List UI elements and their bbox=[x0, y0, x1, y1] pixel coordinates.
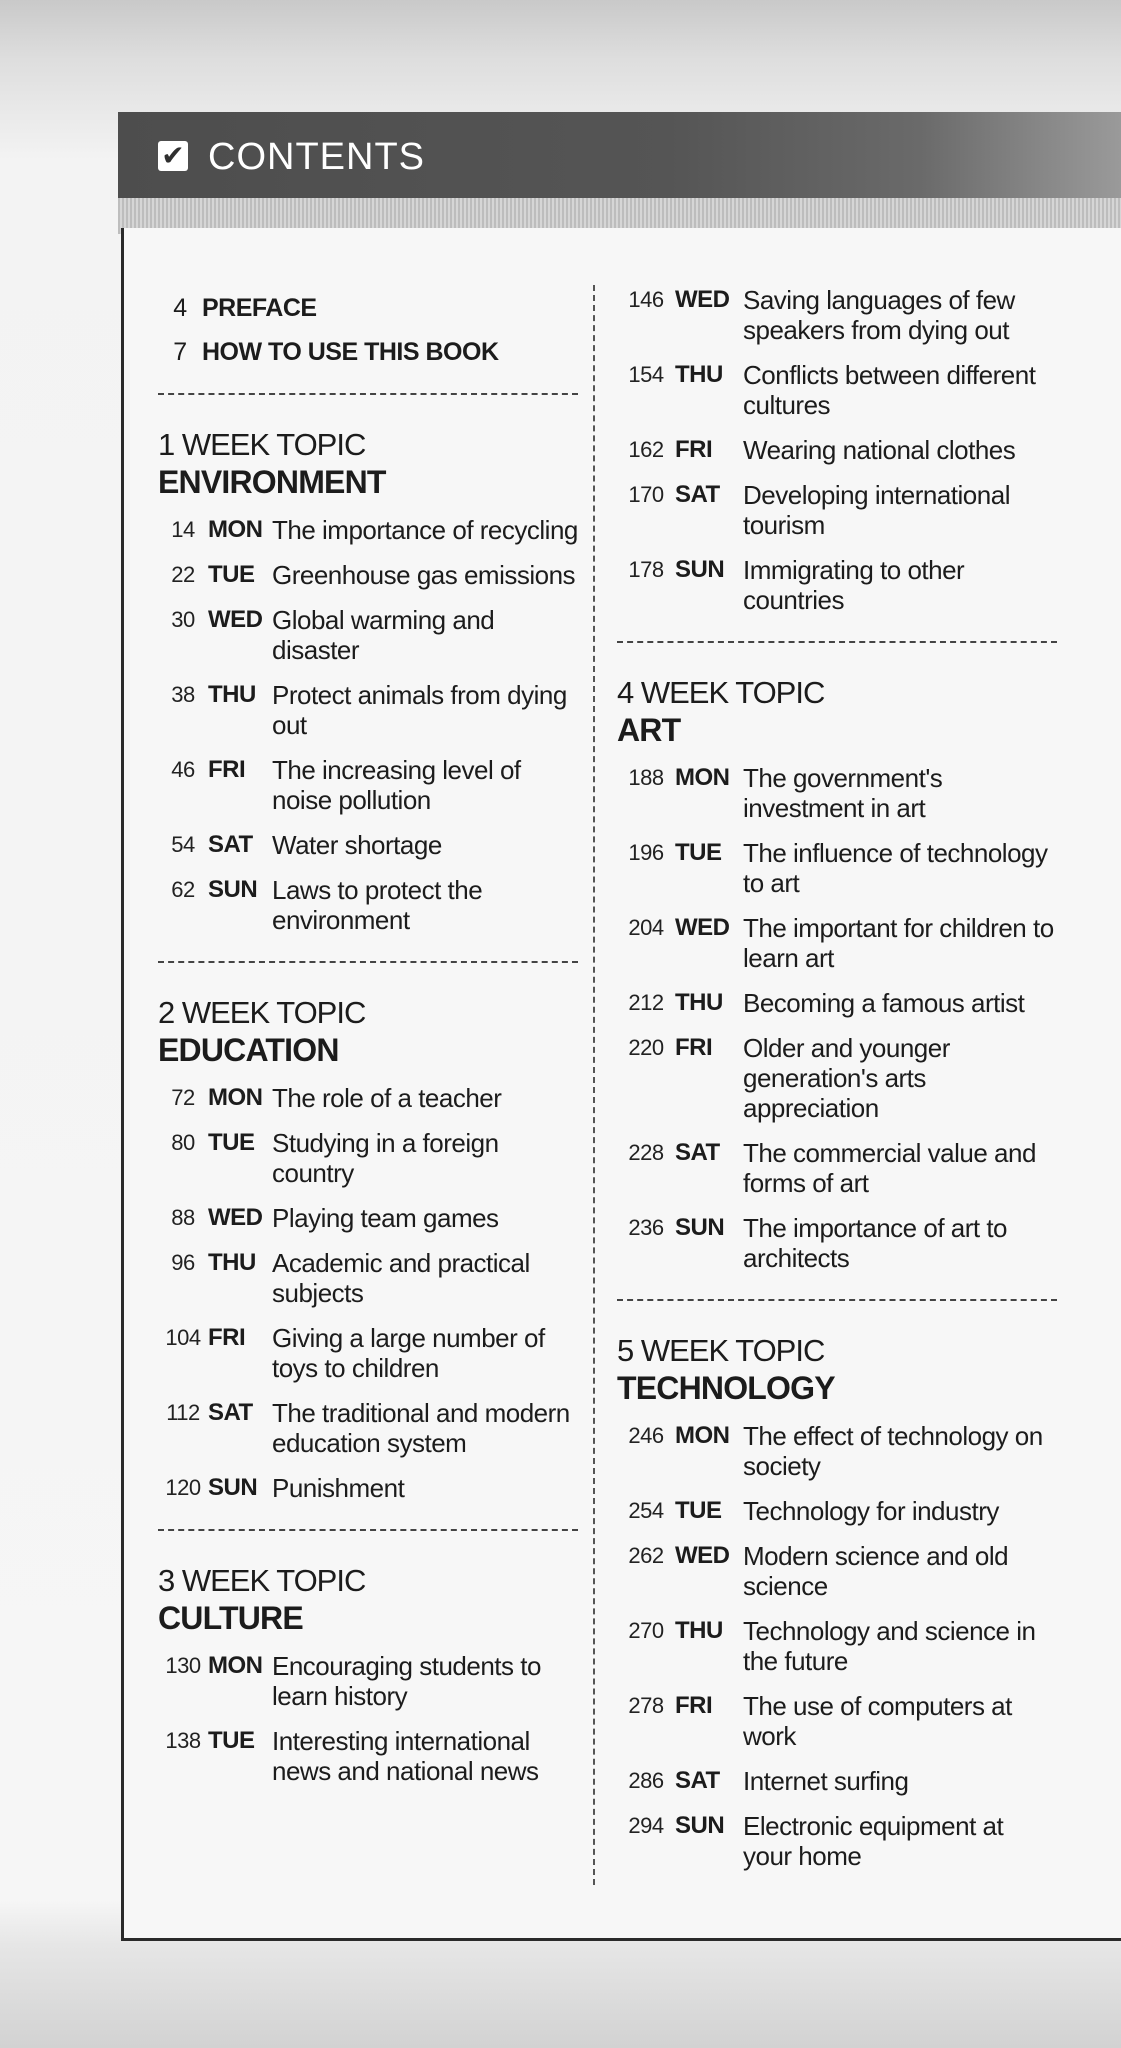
day-label: SUN bbox=[208, 1474, 258, 1501]
toc-entry bbox=[158, 830, 578, 860]
page-number: 38 bbox=[171, 682, 195, 707]
toc-entry bbox=[617, 555, 1057, 615]
entry-title: Protect animals from dying out bbox=[272, 680, 567, 740]
entry-title: The increasing level of noise pollution bbox=[272, 755, 521, 815]
day-label: TUE bbox=[208, 561, 255, 588]
page-number: 4 bbox=[173, 294, 187, 322]
day-label: WED bbox=[675, 286, 730, 313]
toc-entry bbox=[617, 1213, 1057, 1273]
entry-title: Academic and practical subjects bbox=[272, 1248, 530, 1308]
toc-entry bbox=[617, 1033, 1057, 1123]
entry-title: Playing team games bbox=[272, 1203, 499, 1233]
page-number: 146 bbox=[628, 287, 664, 312]
toc-entry bbox=[158, 1323, 578, 1383]
dashed-separator bbox=[617, 641, 1057, 643]
week-kicker: 3 WEEK TOPIC bbox=[158, 1563, 366, 1598]
toc-entry bbox=[158, 680, 578, 740]
toc-entry bbox=[158, 1473, 578, 1503]
week-kicker: 4 WEEK TOPIC bbox=[617, 675, 825, 710]
day-label: SUN bbox=[208, 876, 258, 903]
toc-entry bbox=[617, 435, 1057, 465]
entry-title: The government's investment in art bbox=[743, 763, 943, 823]
day-label: FRI bbox=[675, 436, 713, 463]
week-section bbox=[158, 1563, 578, 1786]
page-number: 254 bbox=[628, 1498, 664, 1523]
day-label: SAT bbox=[675, 1139, 720, 1166]
page-number: 286 bbox=[628, 1768, 664, 1793]
week-topic-title: ENVIRONMENT bbox=[158, 464, 386, 500]
toc-entry bbox=[617, 1496, 1057, 1526]
day-label: FRI bbox=[208, 1324, 246, 1351]
entry-title: Electronic equipment at your home bbox=[743, 1811, 1004, 1871]
day-label: WED bbox=[675, 1542, 730, 1569]
page-number: 30 bbox=[171, 607, 195, 632]
day-label: MON bbox=[208, 1084, 263, 1111]
day-label: WED bbox=[208, 1204, 263, 1231]
day-label: FRI bbox=[675, 1692, 713, 1719]
toc-entry bbox=[617, 763, 1057, 823]
page-number: 104 bbox=[165, 1325, 201, 1350]
preface-entry bbox=[158, 293, 578, 323]
contents-title: CONTENTS bbox=[208, 136, 425, 178]
entry-title: Greenhouse gas emissions bbox=[272, 560, 576, 590]
day-label: THU bbox=[675, 361, 723, 388]
left-column bbox=[158, 285, 578, 1801]
entry-title: Studying in a foreign country bbox=[272, 1128, 499, 1188]
page-number: 270 bbox=[628, 1618, 664, 1643]
page-number: 14 bbox=[171, 517, 195, 542]
entry-title: The importance of art to architects bbox=[743, 1213, 1008, 1273]
page-number: 54 bbox=[171, 832, 195, 857]
day-label: THU bbox=[208, 681, 256, 708]
week-kicker: 1 WEEK TOPIC bbox=[158, 427, 366, 462]
entry-title: Punishment bbox=[272, 1473, 405, 1503]
how-to-use-entry bbox=[158, 337, 578, 367]
day-label: TUE bbox=[675, 1497, 722, 1524]
entry-title: Internet surfing bbox=[743, 1766, 909, 1796]
entry-title: Saving languages of few speakers from dying out bbox=[743, 285, 1015, 345]
entry-title: The role of a teacher bbox=[272, 1083, 502, 1113]
entry-title: Encouraging students to learn history bbox=[272, 1651, 541, 1711]
week-section bbox=[617, 1333, 1057, 1871]
entry-title: Global warming and disaster bbox=[272, 605, 495, 665]
page-number: 62 bbox=[171, 877, 195, 902]
week-kicker: 2 WEEK TOPIC bbox=[158, 995, 366, 1030]
toc-entry bbox=[617, 1616, 1057, 1676]
toc-entry bbox=[158, 755, 578, 815]
column-divider bbox=[593, 285, 595, 1885]
toc-entry bbox=[158, 1083, 578, 1113]
week-topic-title: CULTURE bbox=[158, 1600, 303, 1636]
day-label: THU bbox=[675, 1617, 723, 1644]
entry-title: Wearing national clothes bbox=[743, 435, 1016, 465]
week-topic-title: EDUCATION bbox=[158, 1032, 339, 1068]
page-number: 246 bbox=[628, 1423, 664, 1448]
page-number: 178 bbox=[628, 557, 664, 582]
toc-entry bbox=[158, 1203, 578, 1233]
day-label: WED bbox=[208, 606, 263, 633]
day-label: MON bbox=[208, 1652, 263, 1679]
entry-title: The important for children to learn art bbox=[743, 913, 1054, 973]
week-section bbox=[158, 427, 578, 935]
day-label: MON bbox=[675, 1422, 730, 1449]
page-number: 188 bbox=[628, 765, 664, 790]
entry-title: Older and younger generation's arts appreciation bbox=[743, 1033, 950, 1123]
page-number: 46 bbox=[171, 757, 195, 782]
page-number: 236 bbox=[628, 1215, 664, 1240]
day-label: SUN bbox=[675, 1214, 725, 1241]
page-number: 88 bbox=[171, 1205, 195, 1230]
page-number: 262 bbox=[628, 1543, 664, 1568]
page-number: 138 bbox=[165, 1728, 201, 1753]
dashed-separator bbox=[158, 961, 578, 963]
day-label: FRI bbox=[675, 1034, 713, 1061]
toc-entry bbox=[158, 605, 578, 665]
page-number: 96 bbox=[171, 1250, 195, 1275]
day-label: TUE bbox=[675, 839, 722, 866]
day-label: SUN bbox=[675, 1812, 725, 1839]
toc-entry bbox=[617, 1691, 1057, 1751]
day-label: TUE bbox=[208, 1129, 255, 1156]
page-number: 120 bbox=[165, 1475, 201, 1500]
entry-label: HOW TO USE THIS BOOK bbox=[202, 338, 499, 366]
right-column bbox=[617, 285, 1057, 1886]
week-section bbox=[158, 995, 578, 1503]
toc-entry bbox=[617, 285, 1057, 345]
day-label: SUN bbox=[675, 556, 725, 583]
day-label: TUE bbox=[208, 1727, 255, 1754]
dashed-separator bbox=[158, 393, 578, 395]
page-number: 72 bbox=[171, 1085, 195, 1110]
entry-title: Becoming a famous artist bbox=[743, 988, 1025, 1018]
toc-entry bbox=[158, 1726, 578, 1786]
toc-entry bbox=[617, 360, 1057, 420]
toc-entry bbox=[617, 913, 1057, 973]
page-number: 220 bbox=[628, 1035, 664, 1060]
toc-entry bbox=[617, 1138, 1057, 1198]
day-label: SAT bbox=[675, 481, 720, 508]
page-number: 170 bbox=[628, 482, 664, 507]
toc-entry bbox=[158, 1398, 578, 1458]
day-label: SAT bbox=[208, 831, 253, 858]
toc-entry bbox=[617, 1811, 1057, 1871]
page-number: 7 bbox=[173, 338, 187, 366]
entry-title: Developing international tourism bbox=[743, 480, 1010, 540]
page-number: 130 bbox=[165, 1653, 201, 1678]
week-section bbox=[617, 675, 1057, 1273]
entry-title: Technology for industry bbox=[743, 1496, 999, 1526]
week-section-continued bbox=[617, 285, 1057, 615]
page-number: 228 bbox=[628, 1140, 664, 1165]
toc-entry bbox=[617, 1766, 1057, 1796]
entry-title: The importance of recycling bbox=[272, 515, 578, 545]
entry-title: Water shortage bbox=[272, 830, 442, 860]
toc-entry bbox=[158, 1128, 578, 1188]
day-label: SAT bbox=[208, 1399, 253, 1426]
entry-title: The commercial value and forms of art bbox=[743, 1138, 1036, 1198]
page-number: 22 bbox=[171, 562, 195, 587]
entry-title: Conflicts between different cultures bbox=[743, 360, 1036, 420]
dashed-separator bbox=[158, 1529, 578, 1531]
toc-entry bbox=[617, 988, 1057, 1018]
toc-entry bbox=[617, 838, 1057, 898]
week-kicker: 5 WEEK TOPIC bbox=[617, 1333, 825, 1368]
day-label: MON bbox=[675, 764, 730, 791]
day-label: SAT bbox=[675, 1767, 720, 1794]
toc-entry bbox=[617, 1541, 1057, 1601]
page-number: 112 bbox=[166, 1400, 200, 1425]
entry-title: Interesting international news and national news bbox=[272, 1726, 539, 1786]
entry-title: Immigrating to other countries bbox=[743, 555, 965, 615]
page-number: 204 bbox=[628, 915, 664, 940]
toc-entry bbox=[158, 1248, 578, 1308]
page-number: 196 bbox=[628, 840, 664, 865]
entry-title: Giving a large number of toys to children bbox=[272, 1323, 545, 1383]
page-number: 162 bbox=[628, 437, 664, 462]
toc-entry bbox=[158, 875, 578, 935]
toc-entry bbox=[158, 560, 578, 590]
entry-title: Laws to protect the environment bbox=[272, 875, 483, 935]
toc-entry bbox=[617, 1421, 1057, 1481]
day-label: MON bbox=[208, 516, 263, 543]
checkbox-icon: ✔ bbox=[158, 141, 188, 171]
page-number: 212 bbox=[628, 990, 664, 1015]
page-number: 154 bbox=[628, 362, 664, 387]
week-topic-title: TECHNOLOGY bbox=[617, 1370, 835, 1406]
page-number: 278 bbox=[628, 1693, 664, 1718]
page-number: 80 bbox=[171, 1130, 195, 1155]
day-label: THU bbox=[208, 1249, 256, 1276]
entry-label: PREFACE bbox=[202, 294, 317, 322]
day-label: FRI bbox=[208, 756, 246, 783]
toc-entry bbox=[617, 480, 1057, 540]
entry-title: Technology and science in the future bbox=[743, 1616, 1036, 1676]
day-label: THU bbox=[675, 989, 723, 1016]
entry-title: The effect of technology on society bbox=[743, 1421, 1043, 1481]
week-topic-title: ART bbox=[617, 712, 681, 748]
dashed-separator bbox=[617, 1299, 1057, 1301]
toc-entry bbox=[158, 1651, 578, 1711]
entry-title: Modern science and old science bbox=[743, 1541, 1009, 1601]
entry-title: The use of computers at work bbox=[743, 1691, 1012, 1751]
page-number: 294 bbox=[628, 1813, 664, 1838]
entry-title: The influence of technology to art bbox=[743, 838, 1048, 898]
toc-entry bbox=[158, 515, 578, 545]
entry-title: The traditional and modern education system bbox=[272, 1398, 570, 1458]
day-label: WED bbox=[675, 914, 730, 941]
